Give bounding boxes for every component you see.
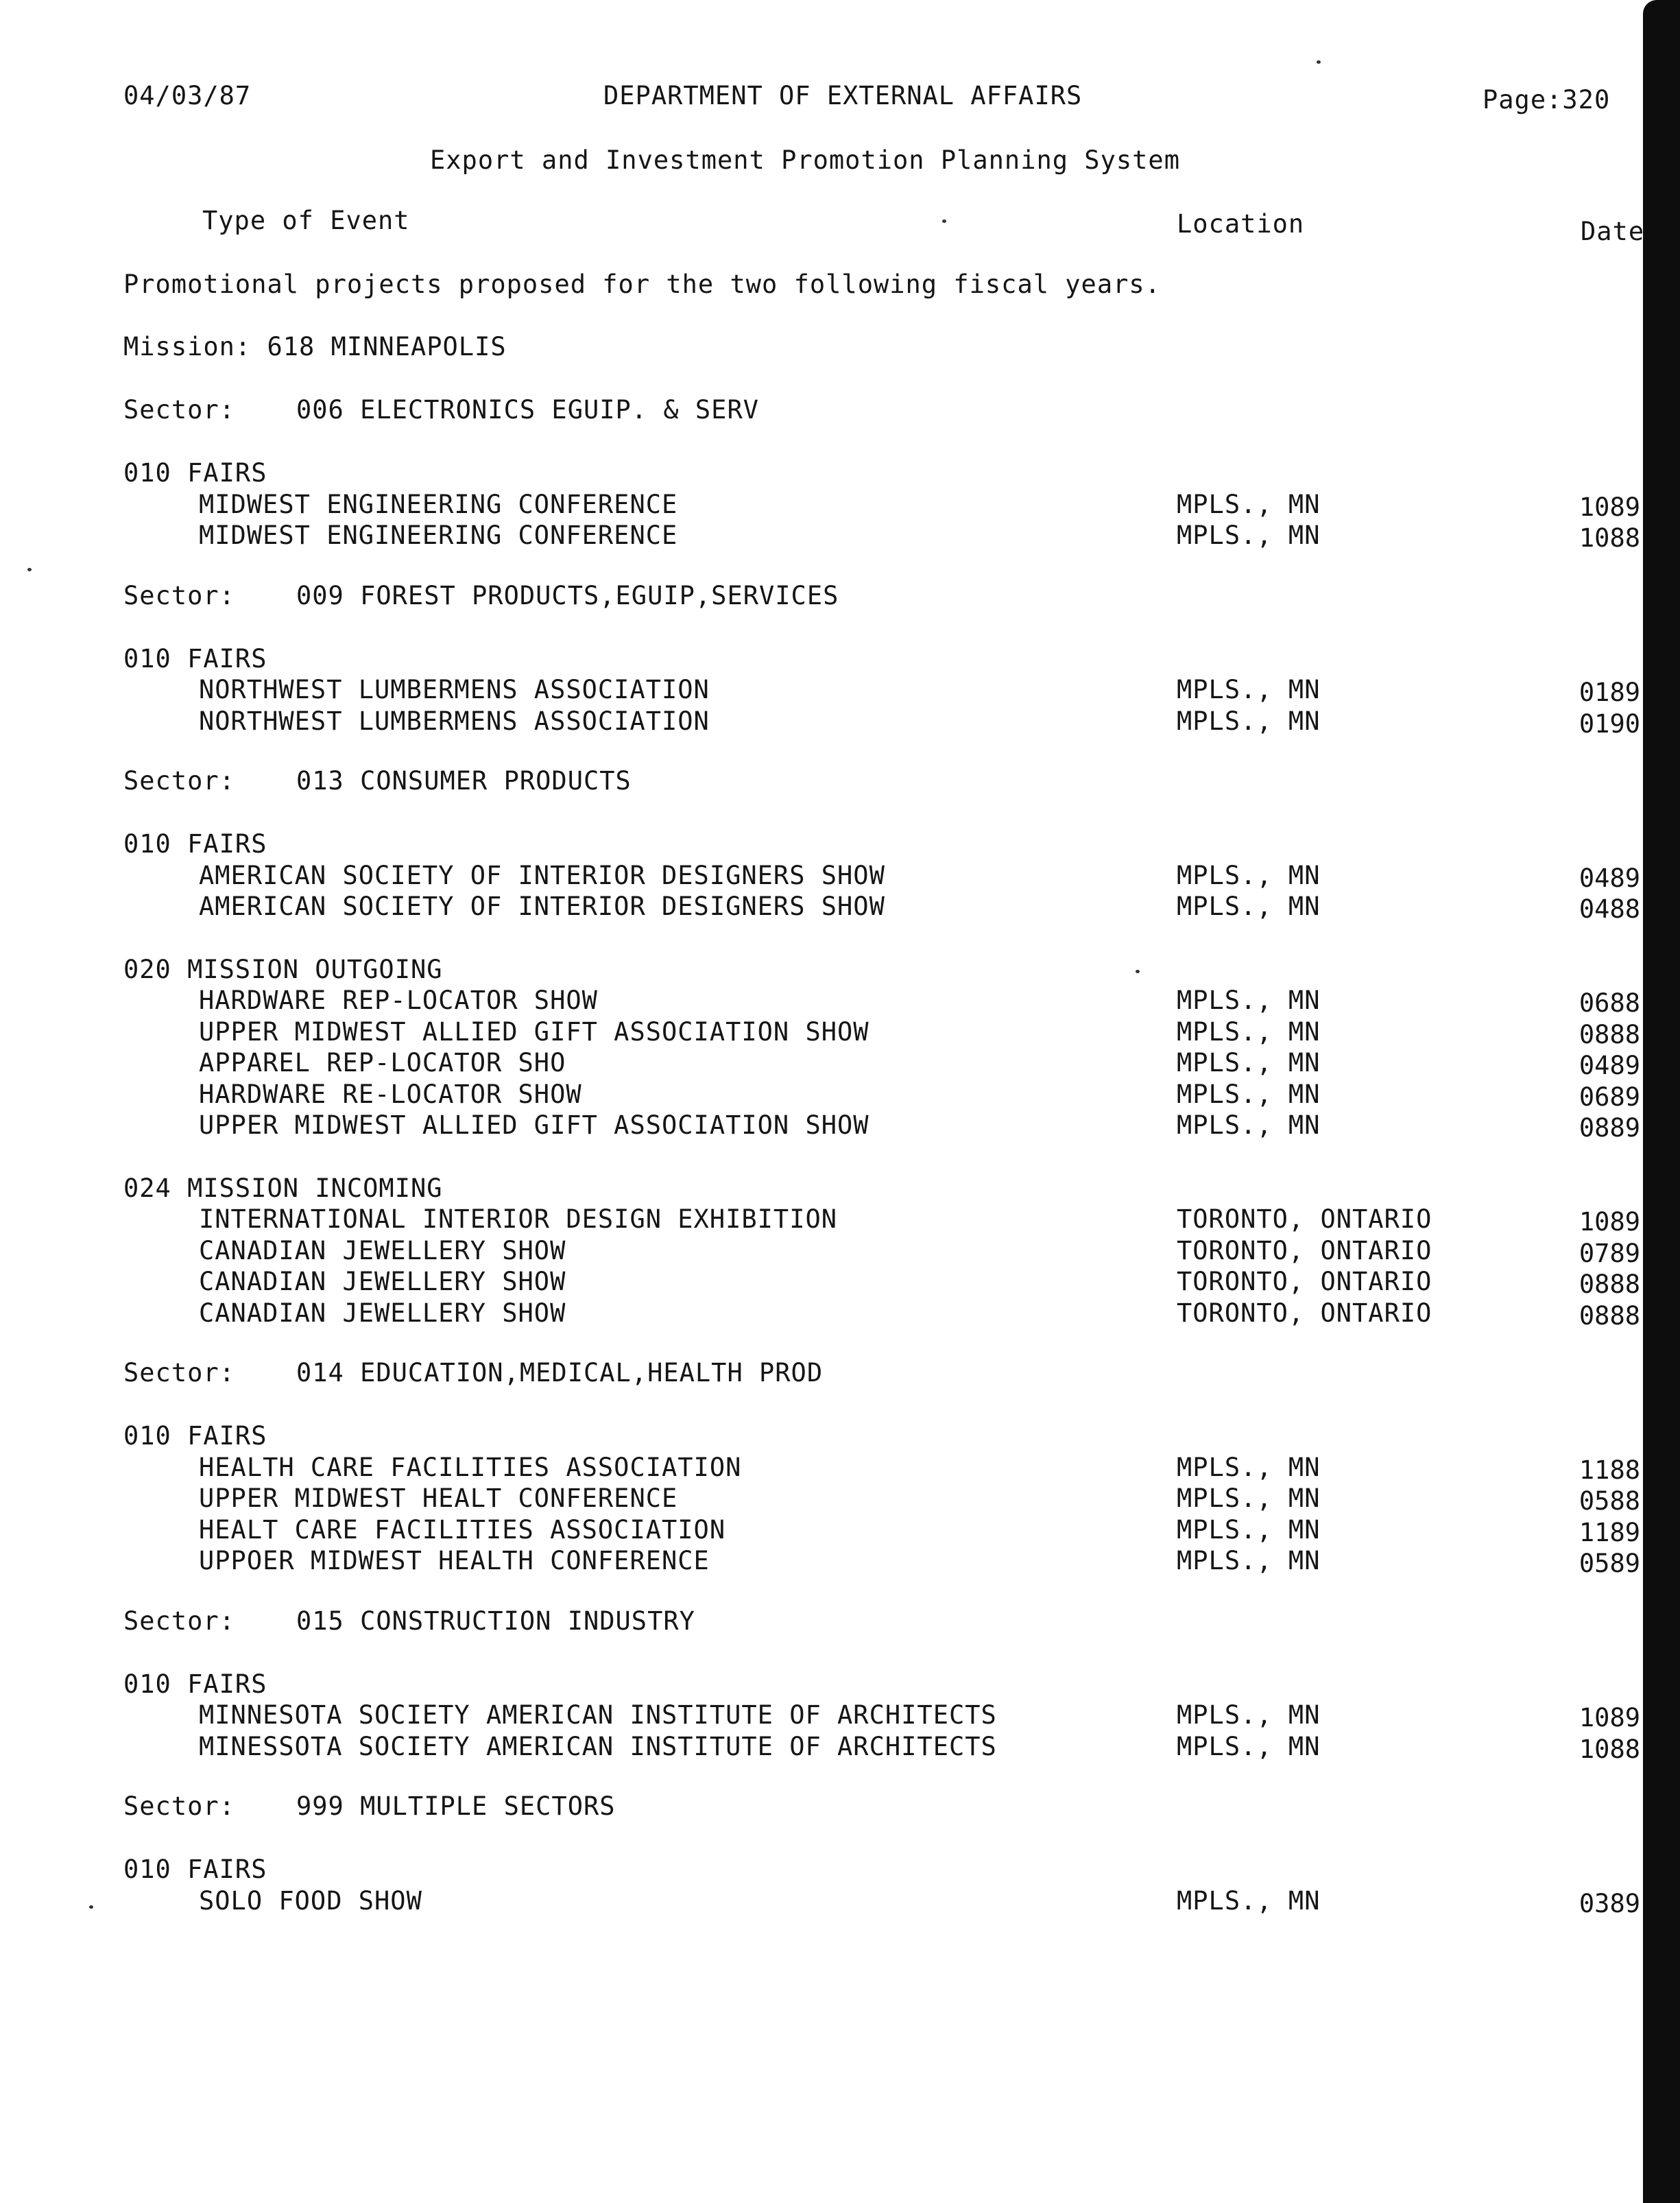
event-type-heading: 010 FAIRS [123,1855,267,1884]
event-date: 0488 [1579,894,1640,924]
sector-label: Sector: [123,580,235,610]
event-date: 1188 [1579,1455,1640,1485]
event-date: 0888 [1579,1019,1640,1049]
event-type-heading: 010 FAIRS [123,643,267,674]
event-name: APPAREL REP-LOCATOR SHO [199,1048,566,1077]
event-date: 1189 [1579,1517,1640,1547]
event-location: MPLS., MN [1177,1484,1321,1513]
intro-text: Promotional projects proposed for the two following fiscal years. [123,270,1161,299]
system-title: Export and Investment Promotion Planning System [430,145,1180,175]
department-title: DEPARTMENT OF EXTERNAL AFFAIRS [603,81,1083,110]
event-location: TORONTO, ONTARIO [1177,1204,1432,1234]
sector-label: Sector: [123,1358,235,1388]
scan-speck [1136,970,1140,973]
event-name: HEALT CARE FACILITIES ASSOCIATION [199,1514,726,1545]
event-location: MPLS., MN [1177,892,1321,921]
report-date: 04/03/87 [123,81,252,110]
event-date: 0190 [1579,708,1640,739]
event-location: MPLS., MN [1177,1546,1321,1575]
event-name: MIDWEST ENGINEERING CONFERENCE [199,489,678,519]
event-date: 0489 [1579,863,1640,893]
event-type-heading: 024 MISSION INCOMING [123,1173,443,1203]
sector-name: 014 EDUCATION,MEDICAL,HEALTH PROD [296,1358,824,1388]
event-type-heading: 010 FAIRS [123,829,267,859]
event-type-heading: 020 MISSION OUTGOING [123,954,443,984]
event-location: MPLS., MN [1177,1731,1321,1761]
event-name: UPPER MIDWEST ALLIED GIFT ASSOCIATION SHOW [199,1016,869,1047]
event-date: 0189 [1579,678,1640,707]
page-number: 320 [1562,85,1611,115]
event-location: MPLS., MN [1177,1514,1321,1545]
event-location: MPLS., MN [1177,1885,1321,1916]
column-type-of-event: Type of Event [202,206,410,235]
sector-name: 009 FOREST PRODUCTS,EGUIP,SERVICES [296,580,839,610]
sector-name: 013 CONSUMER PRODUCTS [296,766,632,796]
event-location: MPLS., MN [1177,1700,1321,1730]
event-name: AMERICAN SOCIETY OF INTERIOR DESIGNERS SHOW [199,892,885,921]
event-name: NORTHWEST LUMBERMENS ASSOCIATION [199,706,710,736]
event-location: MPLS., MN [1177,1016,1321,1047]
event-date: 1088 [1579,1734,1640,1764]
event-date: 0888 [1579,1270,1640,1299]
event-location: MPLS., MN [1177,706,1321,736]
column-location: Location [1177,209,1305,239]
event-date: 0888 [1579,1300,1640,1331]
sector-label: Sector: [123,1606,235,1636]
event-location: TORONTO, ONTARIO [1177,1298,1432,1328]
event-name: NORTHWEST LUMBERMENS ASSOCIATION [199,675,710,704]
event-date: 1089 [1579,1703,1640,1732]
event-date: 1088 [1579,523,1640,553]
event-location: MPLS., MN [1177,675,1321,704]
event-location: TORONTO, ONTARIO [1177,1235,1432,1265]
sector-name: 006 ELECTRONICS EGUIP. & SERV [296,395,760,425]
event-date: 0789 [1579,1238,1640,1268]
scan-edge [1643,0,1680,2203]
event-name: MINNESOTA SOCIETY AMERICAN INSTITUTE OF ARCHITECTS [199,1700,997,1730]
event-date: 0688 [1579,988,1640,1018]
event-name: INTERNATIONAL INTERIOR DESIGN EXHIBITION [199,1204,838,1234]
event-name: HARDWARE REP-LOCATOR SHOW [199,986,598,1015]
sector-label: Sector: [123,1791,235,1821]
event-name: CANADIAN JEWELLERY SHOW [199,1235,566,1265]
event-name: UPPER MIDWEST ALLIED GIFT ASSOCIATION SHOW [199,1110,869,1140]
sector-name: 999 MULTIPLE SECTORS [296,1791,616,1821]
sector-label: Sector: [123,395,235,425]
event-location: MPLS., MN [1177,1110,1321,1140]
event-name: UPPER MIDWEST HEALT CONFERENCE [199,1484,678,1513]
sector-label: Sector: [123,766,235,796]
scan-speck [942,219,946,223]
event-location: MPLS., MN [1177,521,1321,550]
event-location: MPLS., MN [1177,489,1321,519]
event-name: MINESSOTA SOCIETY AMERICAN INSTITUTE OF ARCHITECTS [199,1731,997,1761]
event-location: MPLS., MN [1177,860,1321,890]
event-name: HARDWARE RE-LOCATOR SHOW [199,1079,582,1109]
scan-speck [27,568,32,571]
event-date: 0489 [1579,1051,1640,1080]
column-date: Date [1581,217,1645,246]
event-location: MPLS., MN [1177,1079,1321,1109]
page-label: Page: [1483,85,1563,115]
page-indicator [1483,85,1610,115]
event-date: 1089 [1579,492,1640,522]
event-name: AMERICAN SOCIETY OF INTERIOR DESIGNERS SHOW [199,860,885,890]
event-date: 0889 [1579,1113,1640,1143]
event-date: 0689 [1579,1082,1640,1112]
event-name: CANADIAN JEWELLERY SHOW [199,1298,566,1328]
sector-name: 015 CONSTRUCTION INDUSTRY [296,1606,695,1636]
event-type-heading: 010 FAIRS [123,458,267,488]
event-type-heading: 010 FAIRS [123,1421,267,1451]
event-name: SOLO FOOD SHOW [199,1885,422,1916]
event-location: MPLS., MN [1177,986,1321,1015]
event-name: MIDWEST ENGINEERING CONFERENCE [199,521,678,550]
event-date: 0589 [1579,1549,1640,1578]
event-name: CANADIAN JEWELLERY SHOW [199,1267,566,1296]
event-name: HEALTH CARE FACILITIES ASSOCIATION [199,1452,742,1482]
event-date: 0588 [1579,1486,1640,1516]
event-name: UPPOER MIDWEST HEALTH CONFERENCE [199,1546,710,1575]
event-date: 1089 [1579,1207,1640,1237]
mission-line: Mission: 618 MINNEAPOLIS [123,332,507,361]
event-location: TORONTO, ONTARIO [1177,1267,1432,1296]
event-date: 0389 [1579,1888,1640,1918]
scan-speck [1317,60,1321,64]
event-type-heading: 010 FAIRS [123,1669,267,1699]
event-location: MPLS., MN [1177,1048,1321,1077]
scan-speck [89,1905,93,1909]
event-location: MPLS., MN [1177,1452,1321,1482]
